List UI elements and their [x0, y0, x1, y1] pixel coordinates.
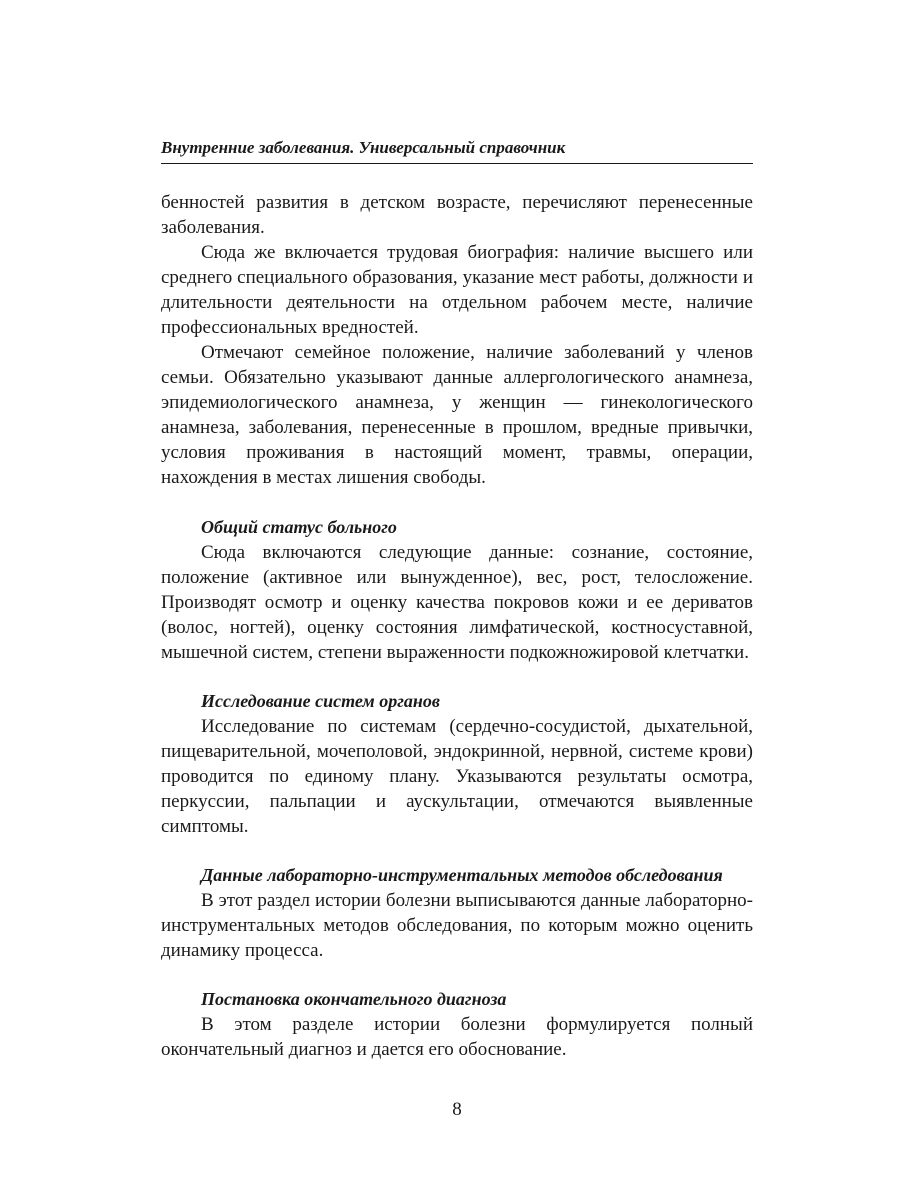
- section-text-lab-data: В этот раздел истории болезни выписываются данные лабораторно-инструментальных методов обследования, по которым можно оценить динамику процесса.: [161, 890, 753, 961]
- intro-paragraph-2: Сюда же включается трудовая биография: наличие высшего или среднего специального образования, указание мест работы, должности и длительности деятельности на отдельном рабочем месте, наличие профессиональных вредностей.: [161, 242, 753, 338]
- section-heading-final-diagnosis: Постановка окончательного диагноза: [201, 989, 507, 1009]
- section-heading-lab-data: Данные лабораторно-инструментальных методов обследования: [201, 865, 723, 885]
- section-heading-organ-systems: Исследование систем органов: [201, 691, 440, 711]
- page-body: [161, 190, 753, 1062]
- intro-paragraph-1: бенностей развития в детском возрасте, перечисляют перенесенные заболевания.: [161, 192, 753, 238]
- section-text-general-status: Сюда включаются следующие данные: сознание, состояние, положение (активное или вынужденное), вес, рост, телосложение. Производят осмотр и оценку качества покровов кожи и ее дериватов (волос, ногтей), оценку состояния лимфатической, костносуставной, мышечной систем, степени выраженности подкожножировой клетчатки.: [161, 542, 753, 663]
- header-rule: [161, 163, 753, 164]
- page-number: 8: [452, 1099, 462, 1120]
- intro-paragraph-3: Отмечают семейное положение, наличие заболеваний у членов семьи. Обязательно указывают данные аллергологического анамнеза, эпидемиологического анамнеза, у женщин — гинекологического анамнеза, заболевания, перенесенные в прошлом, вредные привычки, условия проживания в настоящий момент, травмы, операции, нахождения в местах лишения свободы.: [161, 342, 753, 488]
- section-text-final-diagnosis: В этом разделе истории болезни формулируется полный окончательный диагноз и дается его обоснование.: [161, 1014, 753, 1060]
- section-text-organ-systems: Исследование по системам (сердечно-сосудистой, дыхательной, пищеварительной, мочеполовой, эндокринной, нервной, системе крови) проводится по единому плану. Указываются результаты осмотра, перкуссии, пальпации и аускультации, отмечаются выявленные симптомы.: [161, 716, 753, 837]
- section-heading-general-status: Общий статус больного: [201, 517, 397, 537]
- book-page: [161, 0, 753, 1200]
- running-header: Внутренние заболевания. Универсальный справочник: [161, 138, 566, 157]
